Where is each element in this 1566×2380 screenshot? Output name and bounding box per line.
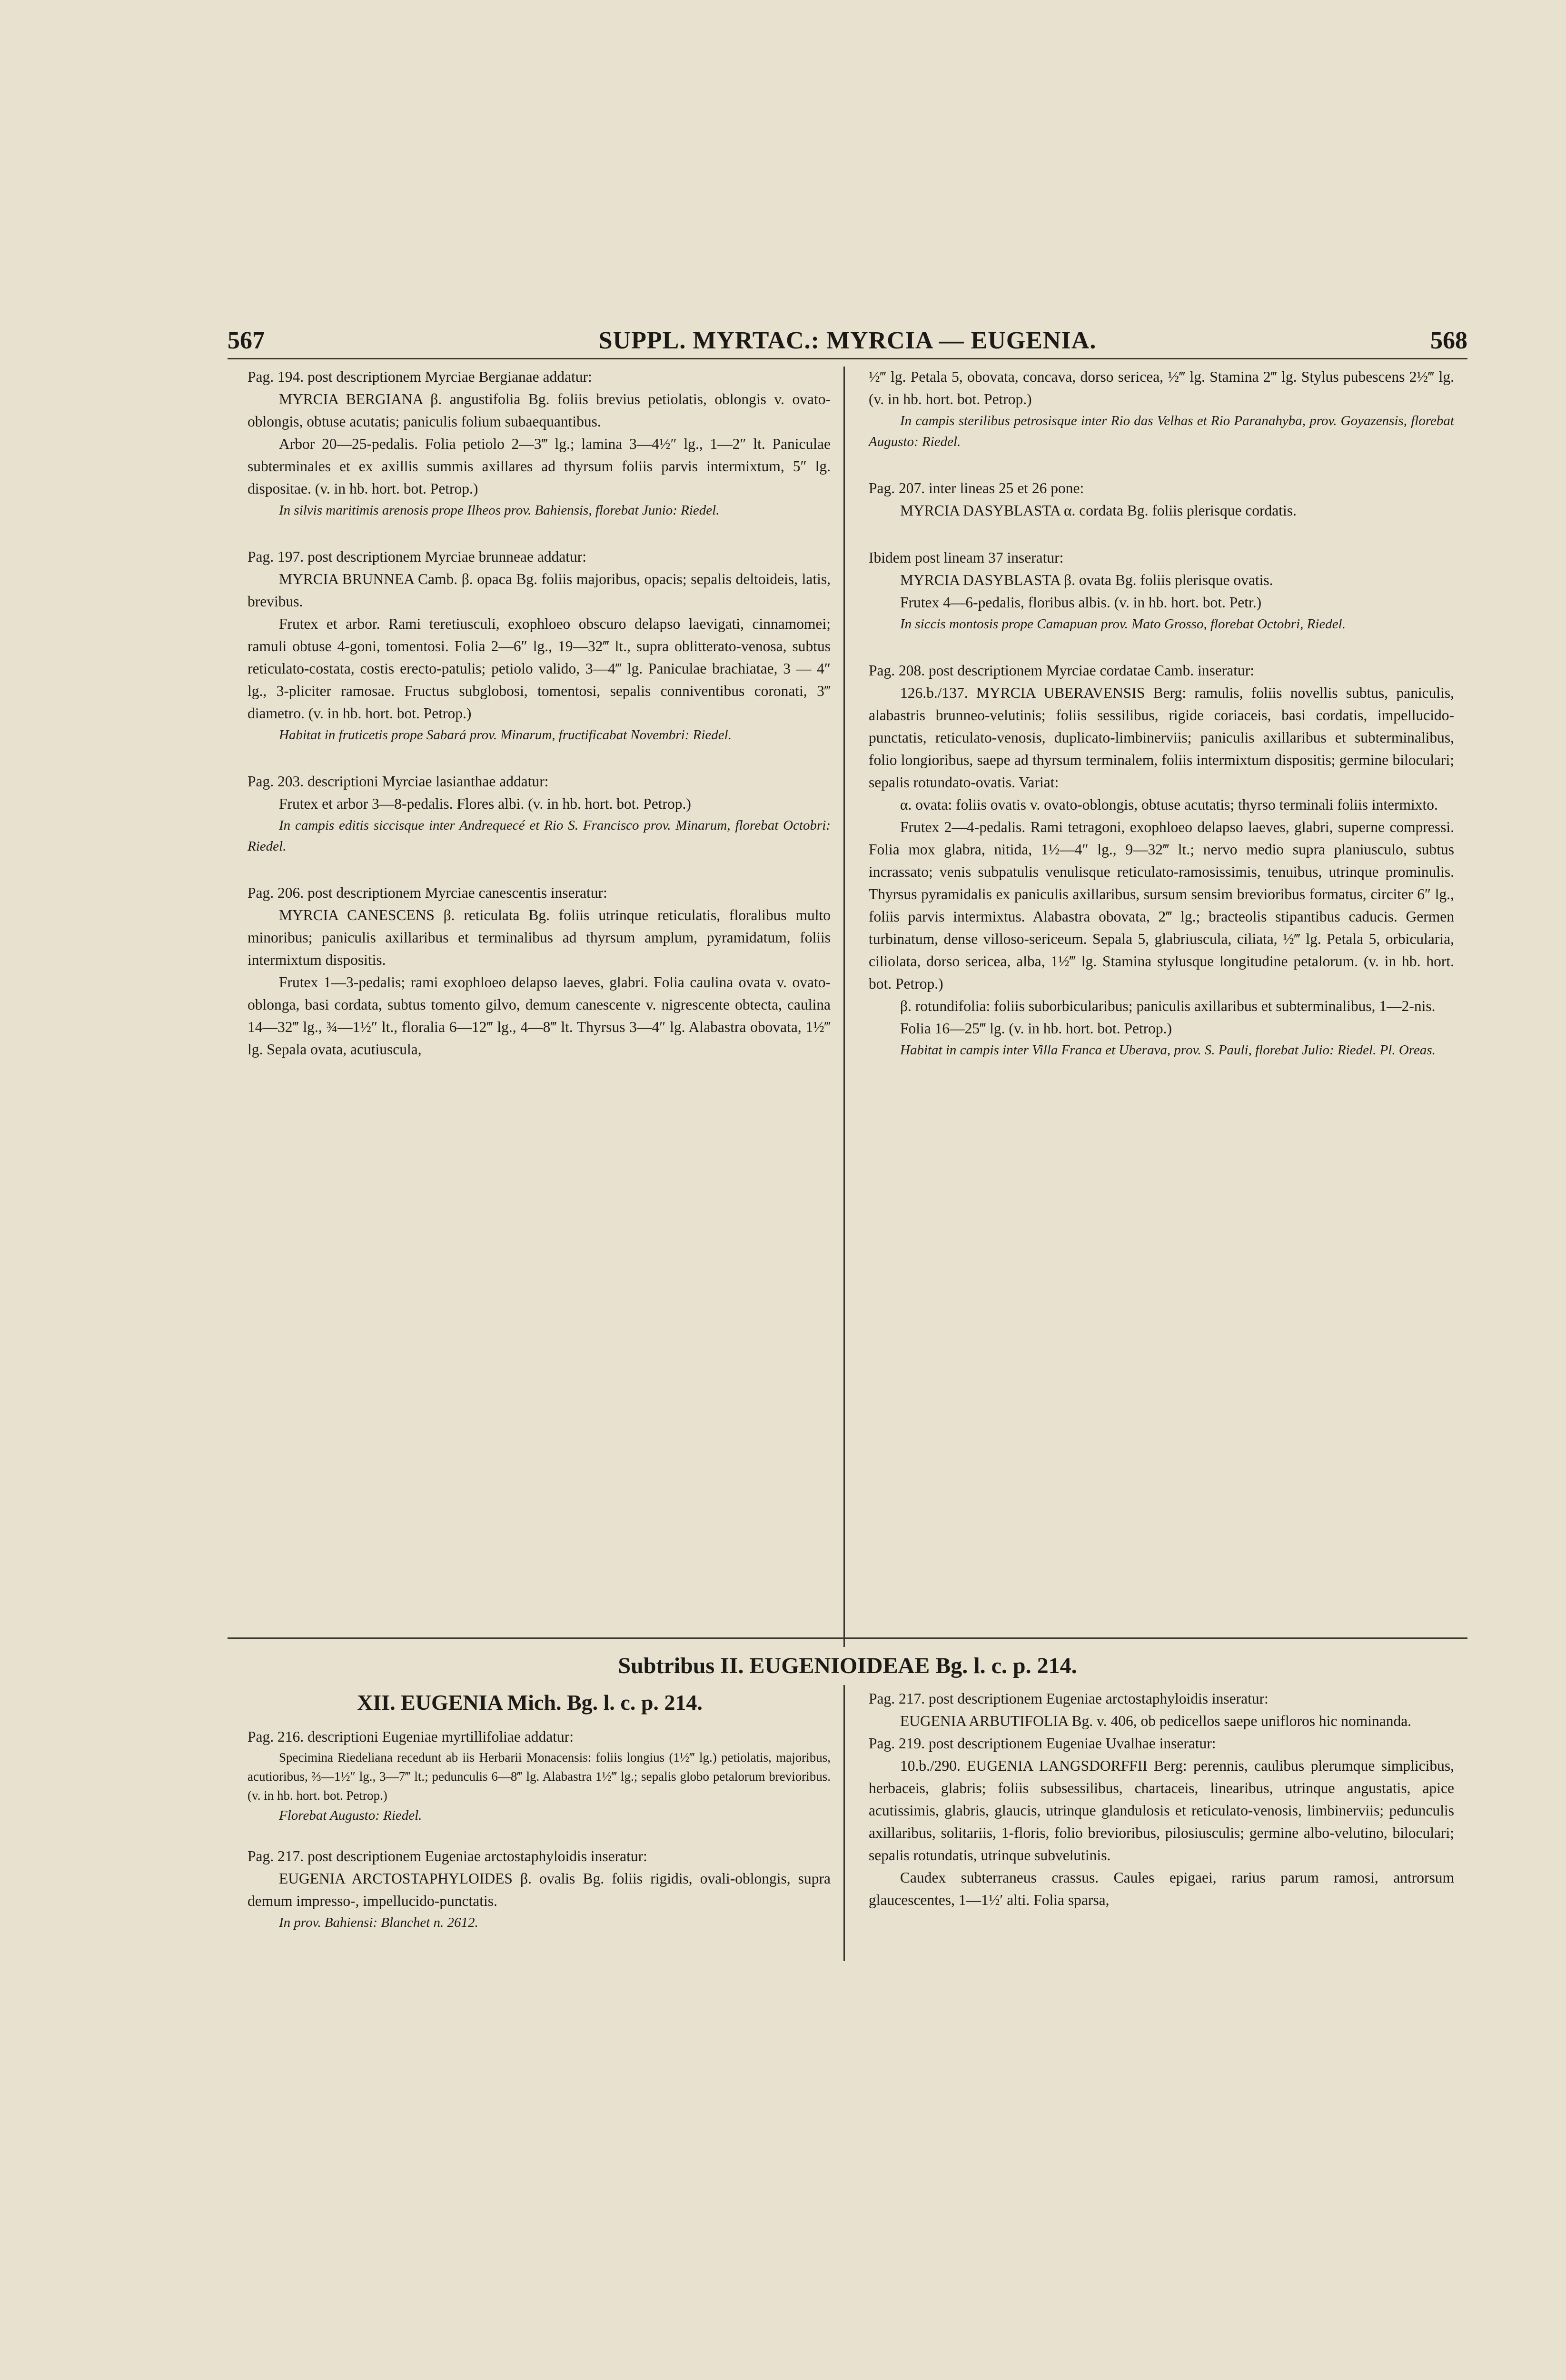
genus-heading: XII. EUGENIA Mich. Bg. l. c. p. 214.: [357, 1690, 703, 1715]
species-entry: 126.b./137. MYRCIA UBERAVENSIS Berg: ramulis, foliis novellis subtus, paniculis, alabastris brunneo-velutinis; foliis sessilibus, rigide coriaceis, basi cordatis, impellucido-punctatis, reticulato-venosis, duplicato-limbinerviis; paniculis axillaribus et subterminalibus, folio longioribus, saepe ad thyrsum terminalem, foliis intermixtum dispositis; germine biloculari; sepalis rotundato-ovatis. Variat:: [869, 684, 1454, 791]
page-number-left: 567: [228, 327, 265, 354]
description: Frutex et arbor. Rami teretiusculi, exophloeo obscuro delapso laevigati, cinnamomei; ramuli obtuse 4-goni, tomentosi. Folia 2—6″ lg., 19—32‴ lt., supra oblitterato-venosa, subtus reticulato-costata, costis erecto-patulis; petiolo valido, 3—4‴ lg. Paniculae brachiatae, 3 — 4″ lg., 3-pliciter ramosae. Fructus subglobosi, tomentosi, sepalis conniventibus coronati, 3‴ diametro. (v. in hb. hort. bot. Petrop.): [248, 615, 831, 722]
paragraph: Pag. 217. post descriptionem Eugeniae arctostaphyloidis inseratur:: [248, 1848, 647, 1864]
left-column: [248, 366, 831, 1061]
species-entry: MYRCIA BERGIANA β. angustifolia Bg. foliis brevius petiolatis, oblongis v. ovato-oblongis, obtuse acutatis; paniculis folium subaequantibus.: [248, 391, 831, 430]
habitat-note: In silvis maritimis arenosis prope Ilheos prov. Bahiensis, florebat Junio: Riedel.: [279, 503, 720, 518]
variety-entry: β. rotundifolia: foliis suborbicularibus; paniculis axillaribus et subterminalibus, 1—2-nis.: [900, 998, 1436, 1014]
paragraph: Pag. 219. post descriptionem Eugeniae Uvalhae inseratur:: [869, 1735, 1216, 1752]
paragraph: Pag. 207. inter lineas 25 et 26 pone:: [869, 480, 1084, 496]
description: Frutex 4—6-pedalis, floribus albis. (v. in hb. hort. bot. Petr.): [900, 594, 1262, 611]
habitat-note: In campis sterilibus petrosisque inter Rio das Velhas et Rio Paranahyba, prov. Goyazensis, florebat Augusto: Riedel.: [869, 413, 1454, 449]
species-entry: MYRCIA CANESCENS β. reticulata Bg. foliis utrinque reticulatis, floralibus multo minoribus; paniculis axillaribus et terminalibus ad thyrsum amplum, pyramidatum, foliis intermixtum dispositis.: [248, 907, 831, 968]
paragraph: Pag. 203. descriptioni Myrciae lasianthae addatur:: [248, 773, 549, 790]
paragraph: ½‴ lg. Petala 5, obovata, concava, dorso sericea, ½‴ lg. Stamina 2‴ lg. Stylus pubescens 2½‴ lg. (v. in hb. hort. bot. Petrop.): [869, 368, 1454, 407]
right-column: [869, 366, 1454, 1061]
species-entry: EUGENIA ARCTOSTAPHYLOIDES β. ovalis Bg. foliis rigidis, ovali-oblongis, supra demum impresso-, impellucido-punctatis.: [248, 1870, 831, 1909]
header-rule: [228, 358, 1467, 359]
species-entry: EUGENIA ARBUTIFOLIA Bg. v. 406, ob pedicellos saepe unifloros hic nominanda.: [900, 1713, 1412, 1729]
section-rule: [228, 1637, 1467, 1639]
subtribe-heading: Subtribus II. EUGENIOIDEAE Bg. l. c. p. 214.: [618, 1653, 1077, 1678]
bottom-right-column: [869, 1687, 1454, 1911]
description: Arbor 20—25-pedalis. Folia petiolo 2—3‴ lg.; lamina 3—4½″ lg., 1—2″ lt. Paniculae subterminales et ex axillis summis axillares ad thyrsum foliis parvis intermixtum, 5″ lg. dispositae. (v. in hb. hort. bot. Petrop.): [248, 436, 831, 497]
variety-entry: α. ovata: foliis ovatis v. ovato-oblongis, obtuse acutatis; thyrso terminali foliis intermixto.: [900, 796, 1438, 813]
habitat-note: Habitat in fruticetis prope Sabará prov. Minarum, fructificabat Novembri: Riedel.: [279, 727, 732, 743]
species-entry: 10.b./290. EUGENIA LANGSDORFFII Berg: perennis, caulibus plerumque simplicibus, herbaceis, glabris; foliis subsessilibus, chartaceis, linearibus, utrinque angustatis, apice acutissimis, glabris, glaucis, utrinque glandulosis et reticulato-venosis, limbinerviis; pedunculis axillaribus, solitariis, 1-floris, folio brevioribus, pilosiusculis; germine albo-velutino, biloculari; sepalis rotundatis, utrinque subvelutinis.: [869, 1757, 1454, 1864]
paragraph: Pag. 216. descriptioni Eugeniae myrtillifoliae addatur:: [248, 1728, 574, 1745]
habitat-note: In campis editis siccisque inter Andrequecé et Rio S. Francisco prov. Minarum, florebat Octobri: Riedel.: [248, 818, 831, 854]
paragraph: Pag. 197. post descriptionem Myrciae brunneae addatur:: [248, 548, 587, 565]
paragraph: Pag. 208. post descriptionem Myrciae cordatae Camb. inseratur:: [869, 662, 1255, 679]
paragraph: Pag. 217. post descriptionem Eugeniae arctostaphyloidis inseratur:: [869, 1690, 1269, 1707]
description: Frutex 1—3-pedalis; rami exophloeo delapso laeves, glabri. Folia caulina ovata v. ovato-oblonga, basi cordata, subtus tomento gilvo, demum canescente v. nigrescente obtecta, caulina 14—32‴ lg., ¾—1½″ lt., floralia 6—12‴ lg., 4—8‴ lt. Thyrsus 3—4″ lg. Alabastra obovata, 1½‴ lg. Sepala ovata, acutiuscula,: [248, 974, 831, 1058]
species-entry: MYRCIA DASYBLASTA β. ovata Bg. foliis plerisque ovatis.: [900, 572, 1273, 588]
description: Frutex 2—4-pedalis. Rami tetragoni, exophloeo delapso laeves, glabri, superne compressi. Folia mox glabra, nitida, 1½—4″ lg., 9—32‴ lt.; nervo medio supra planiusculo, subtus incrassato; venis subpatulis venulisque reticulato-ramosissimis, tenuibus, utrinque prominulis. Thyrsus pyramidalis ex paniculis axillaribus, sursum sensim brevioribus formatus, circiter 6″ lg., foliis parvis intermixtus. Alabastra obovata, 2‴ lg.; bracteolis stipantibus caducis. Germen turbinatum, dense villoso-sericeum. Sepala 5, glabriuscula, ciliata, ½‴ lg. Petala 5, orbicularia, ciliolata, dorso sericea, alba, 1½‴ lg. Stamina stylusque longitudine petalorum. (v. in hb. hort. bot. Petrop.): [869, 819, 1454, 992]
bottom-left-column: [248, 1726, 831, 1933]
habitat-note: In siccis montosis prope Camapuan prov. Mato Grosso, florebat Octobri, Riedel.: [900, 616, 1346, 632]
running-header: [228, 324, 1467, 362]
running-title: SUPPL. MYRTAC.: MYRCIA — EUGENIA.: [598, 327, 1097, 354]
column-divider-bottom: [843, 1685, 845, 1961]
page-number-right: 568: [1430, 327, 1467, 354]
paragraph: Pag. 206. post descriptionem Myrciae canescentis inseratur:: [248, 884, 607, 901]
description: Folia 16—25‴ lg. (v. in hb. hort. bot. Petrop.): [900, 1020, 1172, 1037]
description: Frutex et arbor 3—8-pedalis. Flores albi. (v. in hb. hort. bot. Petrop.): [279, 795, 691, 812]
habitat-note: In prov. Bahiensi: Blanchet n. 2612.: [279, 1915, 478, 1930]
column-divider: [843, 367, 845, 1647]
paragraph: Pag. 194. post descriptionem Myrciae Bergianae addatur:: [248, 368, 592, 385]
description: Caudex subterraneus crassus. Caules epigaei, rarius parum ramosi, antrorsum glaucescentes, 1—1½′ alti. Folia sparsa,: [869, 1869, 1454, 1908]
species-entry: MYRCIA BRUNNEA Camb. β. opaca Bg. foliis majoribus, opacis; sepalis deltoideis, latis, brevibus.: [248, 571, 831, 610]
species-entry: MYRCIA DASYBLASTA α. cordata Bg. foliis plerisque cordatis.: [900, 502, 1297, 519]
paragraph: Ibidem post lineam 37 inseratur:: [869, 549, 1064, 566]
habitat-note: Habitat in campis inter Villa Franca et Uberava, prov. S. Pauli, florebat Julio: Riedel. Pl. Oreas.: [900, 1042, 1436, 1058]
small-print-note: Specimina Riedeliana recedunt ab iis Herbarii Monacensis: foliis longius (1½‴ lg.) petiolatis, majoribus, acutioribus, ⅔—1½″ lg., 3—7‴ lt.; pedunculis 6—8‴ lg. Alabastra 1½‴ lg.; sepalis globo petalorum brevioribus. (v. in hb. hort. bot. Petrop.): [248, 1750, 831, 1803]
habitat-note: Florebat Augusto: Riedel.: [279, 1808, 422, 1823]
